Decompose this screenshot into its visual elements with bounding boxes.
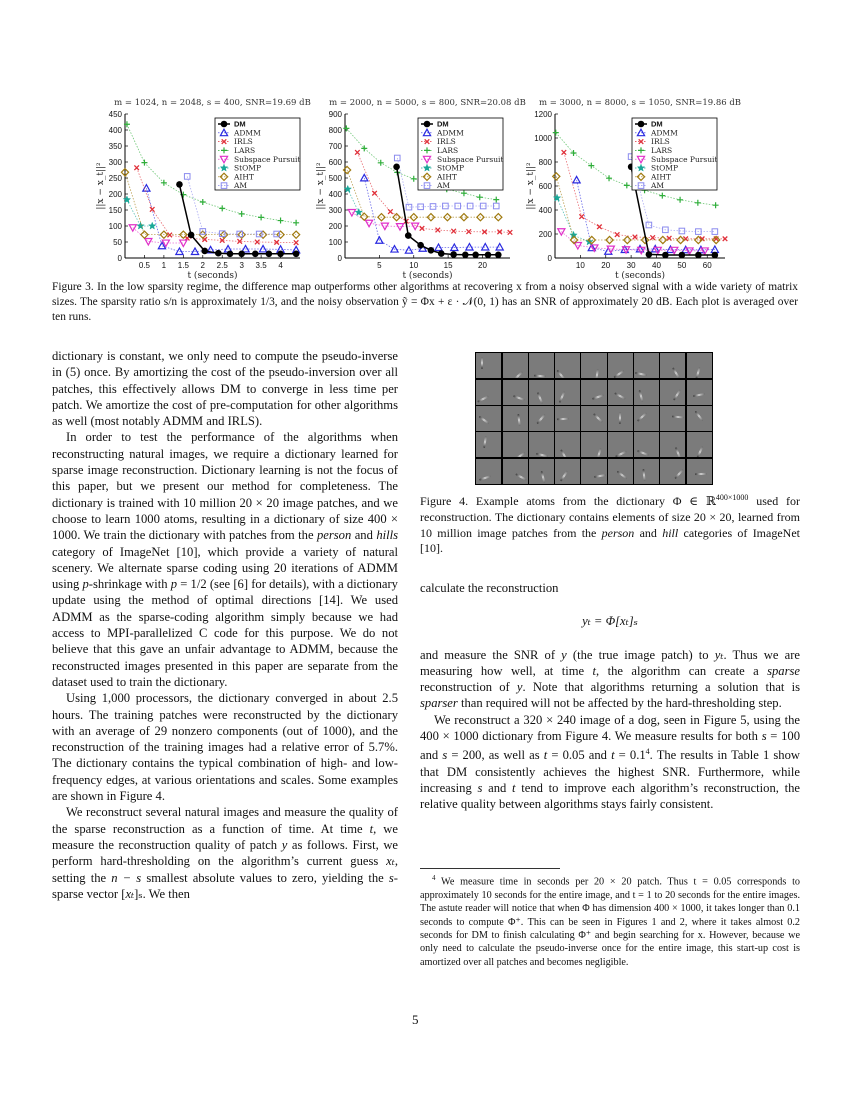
marker-dm	[176, 181, 183, 188]
marker-lars	[219, 205, 225, 211]
atom-tile	[503, 459, 528, 484]
y-tick-label: 400	[328, 190, 342, 199]
atom-tile	[555, 459, 580, 484]
marker-aiht	[713, 236, 720, 243]
atom-stroke	[477, 395, 489, 402]
chart-svg	[525, 96, 742, 283]
legend-label: LARS	[234, 146, 256, 155]
atom-stroke	[515, 474, 526, 482]
paragraph: dictionary is constant, we only need to compute the pseudo-inverse in (5) once. By amortizing the cost of the pseudo-inversion over all patches, this effectively allows DM to converge in less time per patch. We amortize the cost of pre-computation for other algorithms as well (most notably ADMM and IRLS).	[52, 349, 398, 429]
atom-tile	[503, 406, 528, 431]
marker-irls	[255, 240, 260, 245]
marker-dm	[266, 251, 273, 258]
atom-tile	[660, 459, 685, 484]
marker-dm	[252, 251, 259, 258]
atom-stroke	[560, 471, 568, 482]
marker-dm	[221, 121, 228, 128]
marker-lars	[343, 125, 349, 131]
atom-stroke	[540, 471, 545, 483]
y-tick-label: 200	[538, 230, 552, 239]
y-tick-label: 600	[538, 182, 552, 191]
paragraph: Using 1,000 processors, the dictionary converged in about 2.5 hours. The training patches were reconstructed by the dictionary with an average of 29 nonzero components (out of 1000), and the reconstruction of the training images had a relative error of 5.7%. The dictionary contains the typical combination of high- and low-frequency edges, at various orientations and scales. Some examples are shown in Figure 4.	[52, 691, 398, 804]
marker-lars	[258, 214, 264, 220]
legend-label: Subspace Pursuit	[234, 154, 301, 164]
figure-3	[95, 96, 745, 281]
atom-stroke	[559, 391, 566, 403]
legend-label: AM	[234, 181, 248, 191]
atom-tile	[555, 406, 580, 431]
marker-irls	[388, 209, 393, 214]
atom-tile	[503, 380, 528, 405]
marker-irls	[150, 207, 155, 212]
atom-tile	[660, 353, 685, 378]
atom-tile	[634, 353, 659, 378]
atom-stroke	[595, 369, 599, 379]
marker-dm	[462, 252, 469, 259]
marker-stomp	[137, 222, 144, 229]
footnote-ref[interactable]: 4	[645, 747, 650, 757]
y-tick-label: 50	[113, 238, 122, 247]
atom-tile	[634, 432, 659, 457]
series-line	[127, 200, 152, 226]
chart-title: m = 1024, n = 2048, s = 400, SNR=19.69 dB	[114, 98, 311, 108]
y-tick-label: 600	[328, 158, 342, 167]
y-tick-label: 100	[108, 222, 122, 231]
atom-stroke	[513, 371, 523, 378]
marker-am	[394, 155, 400, 161]
marker-dm	[417, 242, 424, 249]
figure-3-caption: Figure 3. In the low sparsity regime, the difference map outperforms other algorithms at recovering x from a noisy observed signal with a wide variety of matrix sizes. The sparsity ratio s/n is approximately 1/3, and the noisy observation ỹ = Φx + ε · 𝒩(0, 1) has an SNR of approximately 20 dB. Each plot is averaged over ten runs.	[52, 281, 798, 324]
marker-aiht	[427, 214, 434, 221]
chart-svg	[95, 96, 311, 283]
atom-stroke	[695, 411, 704, 422]
marker-irls	[579, 214, 584, 219]
marker-lars	[606, 175, 612, 181]
marker-irls	[597, 225, 602, 230]
marker-irls	[508, 230, 513, 235]
atom-tile	[660, 432, 685, 457]
atom-tile	[687, 406, 712, 431]
marker-subspace-pursuit	[701, 248, 708, 254]
legend	[215, 118, 300, 190]
legend-label: LARS	[651, 146, 673, 155]
atom-tile	[687, 380, 712, 405]
paragraph: calculate the reconstruction	[420, 581, 559, 595]
plot-1	[95, 96, 311, 288]
marker-subspace-pursuit	[180, 240, 187, 246]
marker-irls	[372, 191, 377, 196]
y-tick-label: 0	[117, 254, 122, 263]
atom-tile	[529, 380, 554, 405]
marker-aiht	[141, 231, 148, 238]
atom-stroke	[673, 390, 681, 401]
atom-stroke	[693, 393, 705, 397]
y-tick-label: 200	[328, 222, 342, 231]
atom-tile	[608, 353, 633, 378]
y-axis-label: ||x − x_t||²	[96, 162, 106, 210]
atom-stroke	[557, 418, 569, 421]
marker-dm	[679, 252, 686, 259]
series-stomp	[123, 196, 156, 229]
paragraph: In order to test the performance of the algorithms when reconstructing natural images, we require a dictionary learned for sparse image reconstruction. Dictionary learning is not the focus of this paper, but we present our method for completeness. The dictionary is trained with 10 million 20 × 20 image patches, and we choose to learn 1000 atoms, resulting in a dictionary of size 400 × 1000. We train the dictionary with patches from the person and hills category of ImageNet [10], which provide a variety of natural scenery. We alternate sparse coding using 20 iterations of ADMM using p-shrinkage with p = 1/2 (see [6] for details), with a dictionary update using the method of optimal directions [14]. We used ADMM as the sparse-coding algorithm simply because we had access to MPI-parallelized C code for this purpose. We do not believe that this gave an unfair advantage to ADMM, because the reconstructed images presented in this paper are separate from the dataset used to train the dictionary.	[52, 430, 399, 689]
y-tick-label: 300	[108, 158, 122, 167]
atom-tile	[581, 406, 606, 431]
plot-3	[525, 96, 742, 288]
atom-stroke	[478, 416, 489, 425]
marker-irls	[436, 228, 441, 233]
y-tick-label: 700	[328, 142, 342, 151]
x-tick-label: 15	[443, 261, 453, 270]
right-column	[420, 580, 800, 813]
atom-stroke	[674, 469, 683, 479]
atom-tile	[555, 380, 580, 405]
marker-dm	[188, 232, 195, 239]
atom-tile	[687, 353, 712, 378]
x-tick-label: 0.5	[138, 261, 151, 270]
atom-tile	[476, 432, 501, 457]
legend-label: IRLS	[651, 137, 670, 147]
x-tick-label: 20	[601, 261, 611, 270]
x-tick-label: 40	[652, 261, 661, 270]
atom-stroke	[637, 450, 649, 456]
chart-svg	[315, 96, 526, 283]
atom-stroke	[536, 453, 548, 458]
y-tick-label: 400	[108, 126, 122, 135]
x-tick-label: 3.5	[255, 261, 267, 270]
marker-subspace-pursuit	[145, 238, 152, 244]
marker-dm	[485, 252, 492, 259]
x-tick-label: 60	[702, 261, 712, 270]
y-tick-label: 400	[538, 206, 552, 215]
marker-dm	[428, 247, 435, 254]
atom-tile	[608, 380, 633, 405]
atom-stroke	[672, 368, 680, 379]
legend-label: AM	[437, 181, 451, 191]
x-tick-label: 2.5	[216, 261, 228, 270]
atom-stroke	[560, 449, 568, 457]
atom-stroke	[537, 392, 544, 404]
legend-label: StOMP	[651, 163, 679, 173]
atom-tile	[608, 406, 633, 431]
marker-dm	[277, 251, 284, 258]
marker-dm	[201, 248, 208, 255]
legend-label: DM	[234, 119, 246, 129]
marker-lars	[461, 190, 467, 196]
atom-stroke	[479, 475, 491, 481]
legend-label: AIHT	[234, 172, 254, 182]
legend-label: ADMM	[651, 128, 678, 138]
marker-dm	[215, 250, 222, 257]
marker-dm	[227, 251, 234, 258]
x-tick-label: 1	[161, 261, 167, 270]
legend-label: IRLS	[437, 137, 456, 147]
chart-title: m = 3000, n = 8000, s = 1050, SNR=19.86 dB	[538, 98, 742, 108]
legend-label: Subspace Pursuit	[437, 154, 504, 164]
atom-tile	[634, 459, 659, 484]
x-tick-label: 10	[575, 261, 585, 270]
chart-title: m = 2000, n = 5000, s = 800, SNR=20.08 dB	[329, 98, 526, 108]
atom-tile	[608, 432, 633, 457]
marker-admm	[435, 244, 442, 250]
x-axis-label: t (seconds)	[402, 271, 453, 281]
x-tick-label: 3	[239, 261, 244, 270]
atom-stroke	[614, 392, 626, 399]
marker-dm	[450, 251, 457, 258]
legend-label: IRLS	[234, 137, 253, 147]
legend	[418, 118, 503, 190]
x-tick-label: 20	[478, 261, 487, 270]
marker-aiht	[553, 173, 560, 180]
y-tick-label: 500	[328, 174, 342, 183]
page-number: 5	[412, 1012, 419, 1027]
atom-stroke	[615, 450, 627, 457]
y-tick-label: 0	[547, 254, 552, 263]
y-tick-label: 200	[108, 190, 122, 199]
marker-lars	[411, 176, 417, 182]
marker-dm	[238, 251, 245, 258]
atom-stroke	[695, 473, 707, 475]
atom-stroke	[642, 469, 645, 481]
marker-lars	[278, 218, 284, 224]
y-tick-label: 450	[108, 110, 122, 119]
marker-dm	[712, 252, 719, 259]
x-axis-label: t (seconds)	[187, 271, 238, 281]
atom-tile	[581, 459, 606, 484]
marker-lars	[477, 194, 483, 200]
atom-tile	[555, 353, 580, 378]
marker-subspace-pursuit	[365, 220, 372, 226]
y-tick-label: 100	[328, 238, 342, 247]
marker-stomp	[123, 196, 130, 203]
marker-lars	[677, 197, 683, 203]
legend-label: ADMM	[234, 128, 261, 138]
atom-stroke	[594, 474, 606, 478]
footnote: $^4$ We measure time in seconds per 20 × 20 patch. Thus t = 0.05 corresponds to approximately 10 seconds for the entire image, and t = 1 to 20 seconds for the entire images. The astute reader will notice that when Φ has dimension 400 × 1000, it takes longer than 0.1 seconds to compute Φ⁺. This can be seen in Figures 1 and 2, where it takes almost 0.2 seconds for DM to finish calculating Φ⁺ and begin searching for x. However, because we only need to calculate the pseudo-inverse once for the entire image, this start-up cost is amortized over all patches and becomes negligible.	[420, 874, 800, 968]
marker-irls	[355, 150, 360, 155]
atom-stroke	[697, 446, 704, 457]
atom-tile	[476, 406, 501, 431]
atom-stroke	[635, 372, 647, 376]
marker-lars	[361, 145, 367, 151]
marker-lars	[695, 200, 701, 206]
atom-stroke	[557, 370, 566, 378]
marker-dm	[695, 252, 702, 259]
atom-tile	[555, 432, 580, 457]
x-tick-label: 5	[377, 261, 382, 270]
marker-irls	[466, 229, 471, 234]
legend-label: StOMP	[437, 163, 465, 173]
series-subspace-pursuit	[558, 229, 709, 255]
marker-lars	[553, 130, 559, 136]
legend-label: DM	[651, 119, 663, 129]
marker-lars	[200, 199, 206, 205]
atom-stroke	[481, 357, 483, 369]
marker-irls	[562, 150, 567, 155]
atom-stroke	[639, 390, 644, 402]
y-tick-label: 1000	[534, 134, 552, 143]
marker-irls	[451, 229, 456, 234]
marker-dm	[638, 121, 645, 128]
marker-dm	[662, 252, 669, 259]
marker-lars	[493, 197, 499, 203]
atom-tile	[687, 432, 712, 457]
marker-lars	[588, 163, 594, 169]
atom-stroke	[483, 436, 487, 448]
y-tick-label: 0	[337, 254, 342, 263]
y-tick-label: 250	[108, 174, 122, 183]
atom-tile	[660, 406, 685, 431]
x-tick-label: 4	[278, 261, 283, 270]
marker-dm	[405, 232, 412, 239]
atom-tile	[529, 353, 554, 378]
series-line	[133, 228, 184, 243]
atom-stroke	[537, 414, 546, 424]
atom-tile	[503, 432, 528, 457]
marker-dm	[424, 121, 431, 128]
y-tick-label: 300	[328, 206, 342, 215]
plot-2	[315, 96, 526, 288]
left-column	[52, 348, 398, 902]
paragraph: We reconstruct a 320 × 240 image of a dog, seen in Figure 5, using the 400 × 1000 dictionary from Figure 4. We measure results for both s = 100 and s = 200, as well as t = 0.05 and $t = 0.1^4$. The results in Table 1 show that DM consistently achieves the highest SNR. Furthermore, while increasing s and t tend to improve each algorithm’s reconstruction, the relative quality between algorithms stays fairly consistent.	[420, 712, 800, 812]
y-tick-label: 900	[328, 110, 342, 119]
legend-label: AIHT	[651, 172, 671, 182]
marker-lars	[239, 211, 245, 217]
atom-tile	[476, 353, 501, 378]
atom-tile	[687, 459, 712, 484]
legend-label: AIHT	[437, 172, 457, 182]
x-tick-label: 30	[626, 261, 636, 270]
y-axis-label: ||x − x_t||²	[526, 162, 536, 210]
atom-tile	[581, 353, 606, 378]
atom-stroke	[675, 447, 681, 458]
marker-dm	[495, 252, 502, 259]
y-tick-label: 150	[108, 206, 122, 215]
atom-stroke	[592, 394, 604, 400]
marker-aiht	[624, 236, 631, 243]
y-tick-label: 1200	[534, 110, 552, 119]
marker-irls	[723, 237, 728, 242]
figure-4-caption: Figure 4. Example atoms from the dictionary Φ ∈ ℝ$^{400\times 1000}$ used for reconstruction. The dictionary contains elements of size 20 × 20, learned from 10 million image patches from the person and hill categories of ImageNet [10].	[420, 493, 800, 556]
atom-stroke	[672, 415, 684, 418]
atom-tile	[634, 380, 659, 405]
legend-label: DM	[437, 119, 449, 129]
atom-stroke	[616, 471, 627, 480]
atom-stroke	[619, 412, 621, 424]
atom-stroke	[695, 367, 700, 379]
equation: yₜ = Φ[xₜ]ₛ	[582, 614, 638, 629]
marker-dm	[393, 164, 400, 171]
atom-tile	[581, 432, 606, 457]
dictionary-atoms-image	[475, 352, 713, 485]
atom-tile	[608, 459, 633, 484]
atom-stroke	[513, 395, 525, 401]
atom-tile	[660, 380, 685, 405]
atom-stroke	[593, 414, 603, 424]
x-axis-label: t (seconds)	[614, 271, 666, 281]
marker-aiht	[293, 231, 300, 238]
atom-stroke	[597, 448, 602, 457]
marker-lars	[293, 220, 299, 226]
x-tick-label: 1.5	[177, 261, 189, 270]
paragraph: and measure the SNR of y (the true image patch) to yₜ. Thus we are measuring how well, at time t, the algorithm can create a sparse reconstruction of y. Note that algorithms returning a solution that is sparser than required will not be affected by the hard-thresholding step.	[420, 647, 800, 711]
y-tick-label: 800	[328, 126, 342, 135]
atom-stroke	[637, 413, 647, 423]
marker-dm	[646, 251, 653, 258]
marker-dm	[438, 250, 445, 257]
marker-irls	[294, 240, 299, 245]
atom-tile	[529, 459, 554, 484]
atom-tile	[503, 353, 528, 378]
atom-tile	[529, 432, 554, 457]
legend-label: Subspace Pursuit	[651, 154, 718, 164]
legend-label: LARS	[437, 146, 459, 155]
paragraph: We reconstruct several natural images and measure the quality of the sparse reconstruction as a function of time. At time t, we measure the reconstruction quality of patch y as follows. First, we perform hard-thresholding on the algorithm’s current guess xₜ, setting the n − s smallest absolute values to zero, yielding the s-sparse vector [xₜ]ₛ. We then	[52, 805, 399, 901]
atom-stroke	[515, 451, 526, 457]
atom-stroke	[518, 414, 521, 426]
legend-label: ADMM	[437, 128, 464, 138]
atom-tile	[634, 406, 659, 431]
legend	[632, 118, 717, 190]
atom-tile	[476, 380, 501, 405]
atom-stroke	[613, 370, 624, 378]
marker-dm	[472, 252, 479, 259]
legend-label: StOMP	[234, 163, 262, 173]
atom-tile	[581, 380, 606, 405]
series-stomp	[344, 185, 362, 215]
x-tick-label: 50	[677, 261, 687, 270]
y-axis-label: ||x − x_t||²	[316, 162, 326, 210]
y-tick-label: 800	[538, 158, 552, 167]
x-tick-label: 10	[409, 261, 419, 270]
marker-dm	[293, 251, 300, 258]
marker-irls	[650, 235, 655, 240]
footnote-divider	[420, 868, 560, 869]
marker-irls	[134, 165, 139, 170]
marker-am	[646, 222, 652, 228]
marker-aiht	[460, 214, 467, 221]
y-tick-label: 350	[108, 142, 122, 151]
atom-tile	[476, 459, 501, 484]
marker-lars	[624, 182, 630, 188]
series-subspace-pursuit	[129, 225, 187, 247]
marker-stomp	[149, 222, 156, 229]
x-tick-label: 2	[200, 261, 206, 270]
marker-lars	[713, 202, 719, 208]
atom-tile	[529, 406, 554, 431]
legend-label: AM	[651, 181, 665, 191]
atom-stroke	[534, 374, 546, 377]
marker-admm	[573, 176, 580, 182]
marker-lars	[659, 193, 665, 199]
